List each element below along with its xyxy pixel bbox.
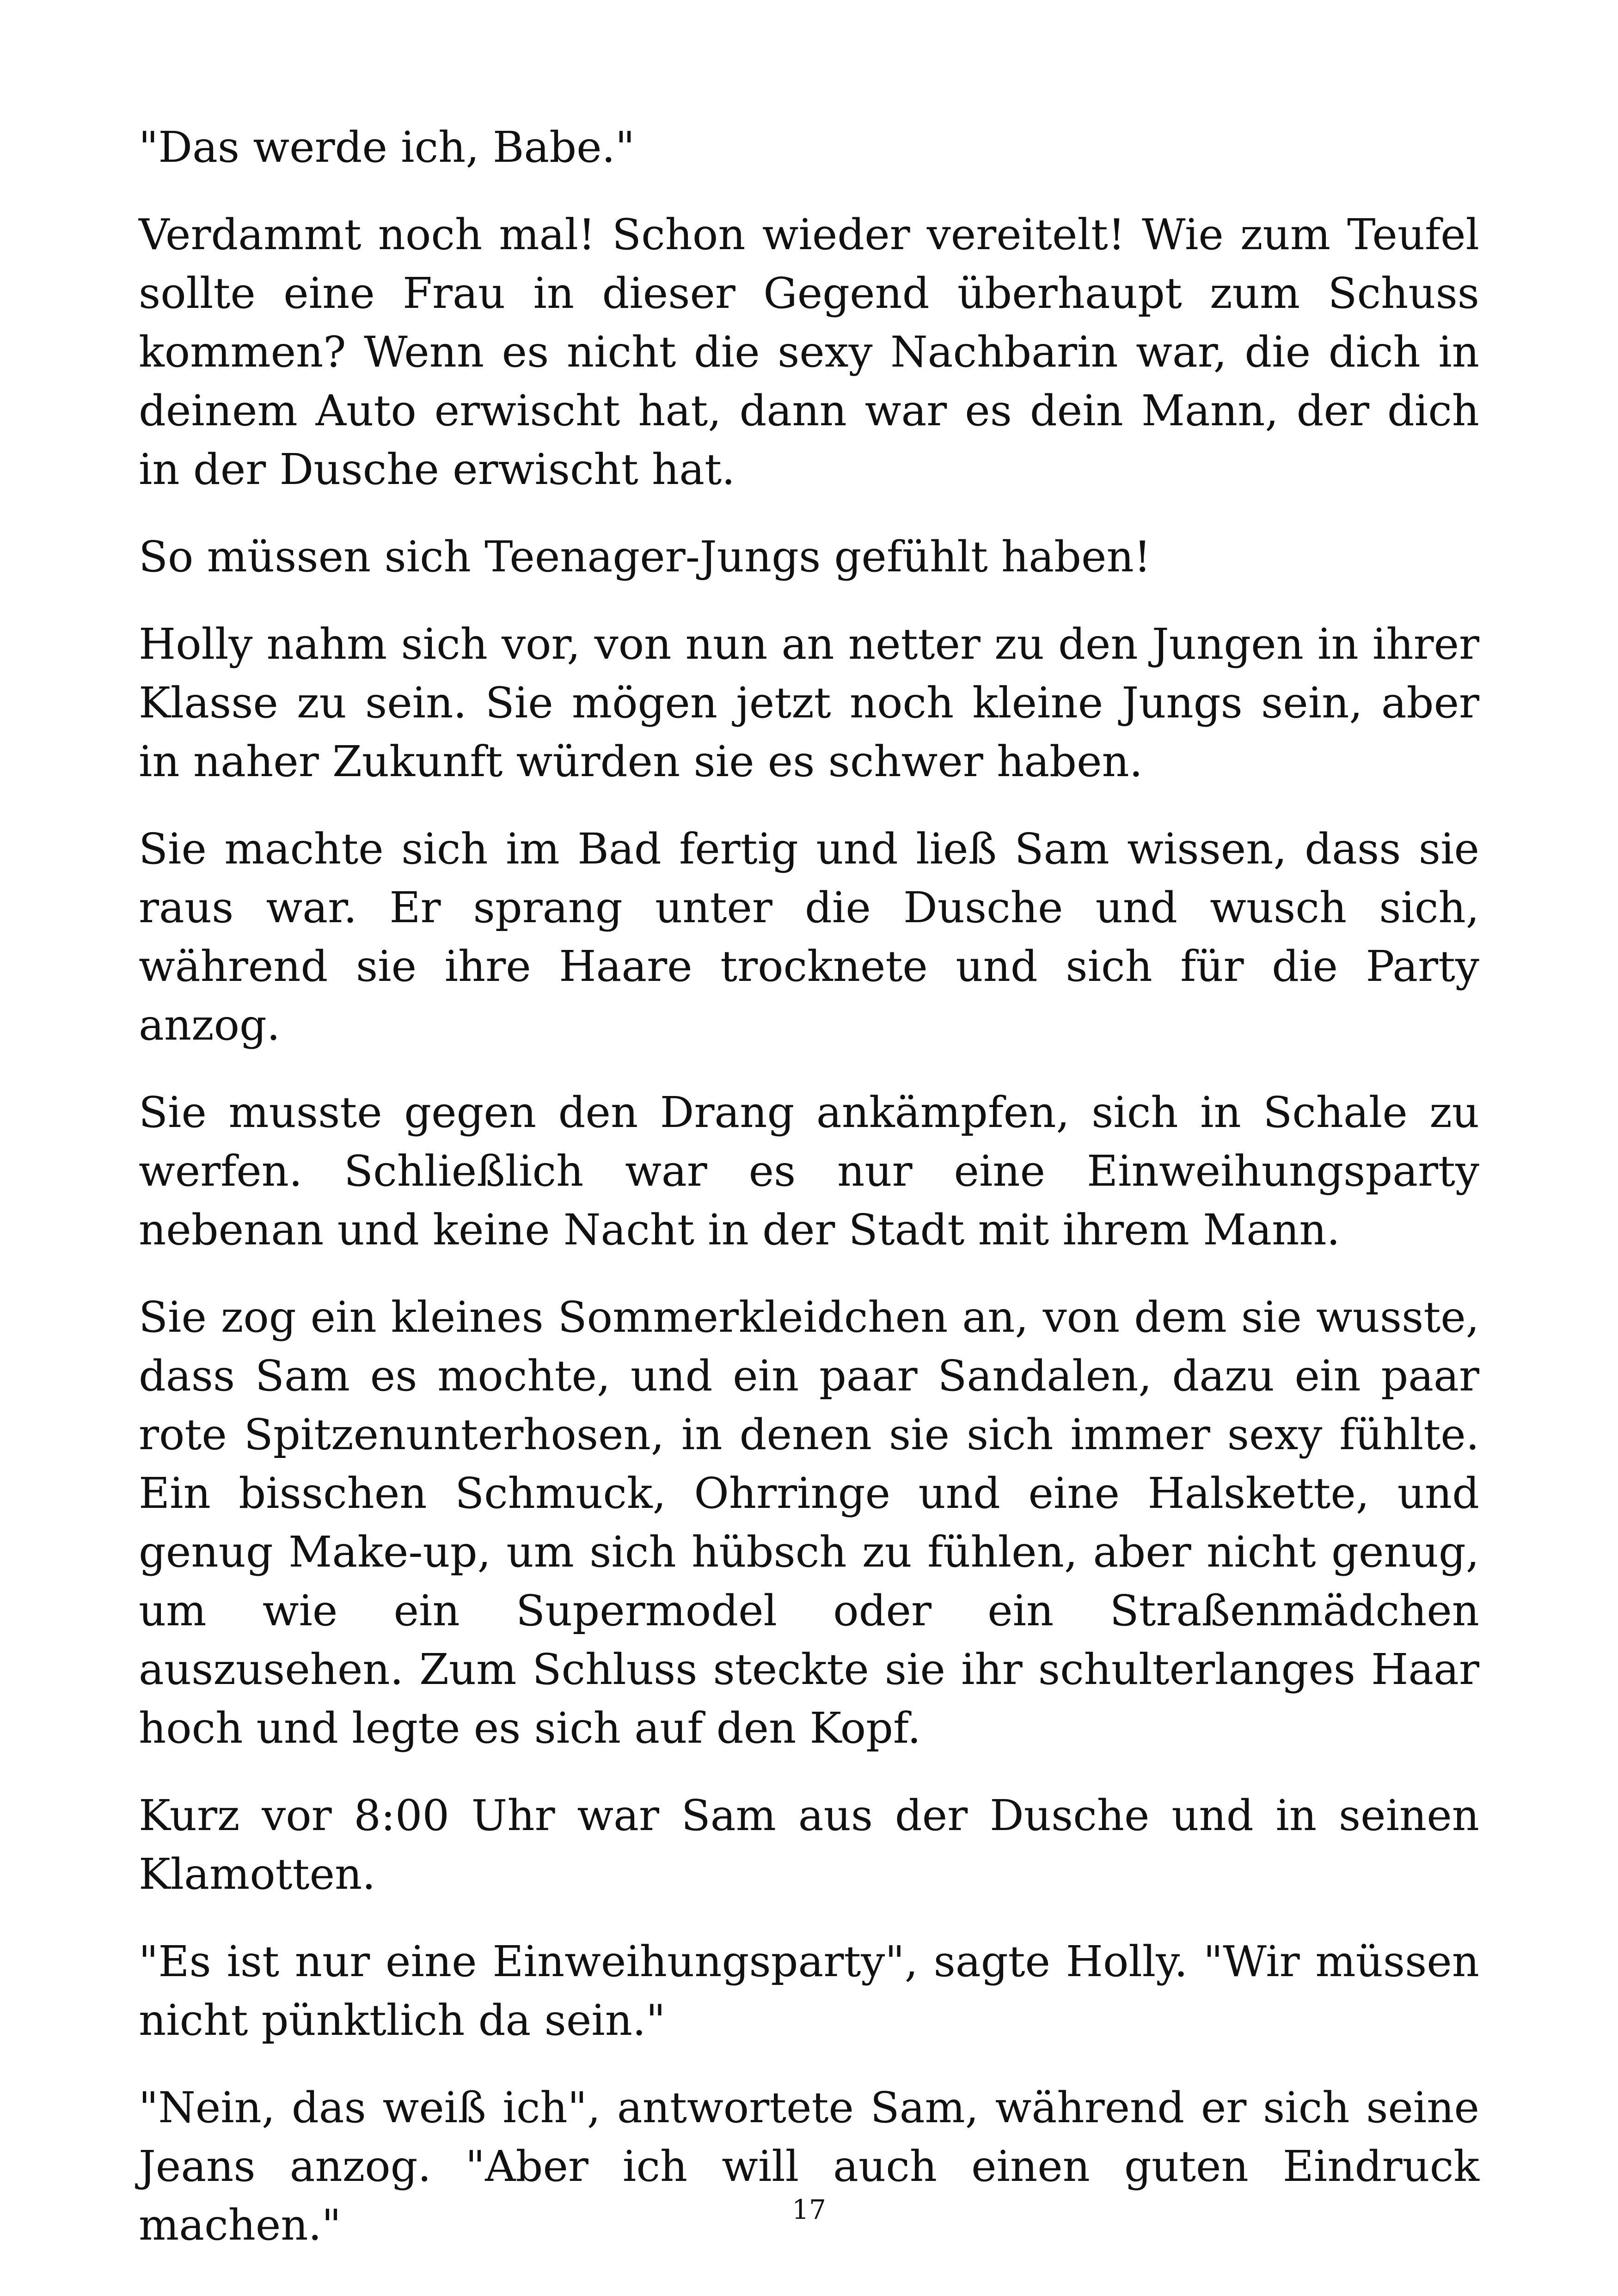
paragraph: "Es ist nur eine Einweihungsparty", sagte Holly. "Wir müssen nicht pünktlich da sein." [139, 1937, 1479, 2045]
body-text [139, 118, 1479, 2283]
paragraph: "Nein, das weiß ich", antwortete Sam, während er sich seine Jeans anzog. "Aber ich will auch einen guten Eindruck machen." [139, 2083, 1479, 2250]
paragraph: Verdammt noch mal! Schon wieder vereitelt! Wie zum Teufel sollte eine Frau in dieser Gegend überhaupt zum Schuss kommen? Wenn es nicht die sexy Nachbarin war, die dich in deinem Auto erwischt hat, dann war es dein Mann, der dich in der Dusche erwischt hat. [139, 210, 1479, 494]
paragraph: Sie musste gegen den Drang ankämpfen, sich in Schale zu werfen. Schließlich war es nur eine Einweihungsparty nebenan und keine Nacht in der Stadt mit ihrem Mann. [139, 1088, 1479, 1255]
page-number: 17 [792, 2194, 826, 2225]
paragraph: Kurz vor 8:00 Uhr war Sam aus der Dusche und in seinen Klamotten. [139, 1791, 1479, 1899]
paragraph: Holly nahm sich vor, von nun an netter zu den Jungen in ihrer Klasse zu sein. Sie mögen jetzt noch kleine Jungs sein, aber in naher Zukunft würden sie es schwer haben. [139, 619, 1479, 786]
paragraph: "Das werde ich, Babe." [139, 122, 635, 172]
paragraph: Sie zog ein kleines Sommerkleidchen an, von dem sie wusste, dass Sam es mochte, und ein paar Sandalen, dazu ein paar rote Spitzenunterhosen, in denen sie sich immer sexy fühlte. Ein bisschen Schmuck, Ohrringe und eine Halskette, und genug Make-up, um sich hübsch zu fühlen, aber nicht genug, um wie ein Supermodel oder ein Straßenmädchen auszusehen. Zum Schluss steckte sie ihr schulterlanges Haar hoch und legte es sich auf den Kopf. [139, 1292, 1479, 1753]
paragraph: Sie machte sich im Bad fertig und ließ Sam wissen, dass sie raus war. Er sprang unter die Dusche und wusch sich, während sie ihre Haare trocknete und sich für die Party anzog. [139, 824, 1479, 1050]
paragraph: So müssen sich Teenager-Jungs gefühlt haben! [139, 532, 1151, 582]
